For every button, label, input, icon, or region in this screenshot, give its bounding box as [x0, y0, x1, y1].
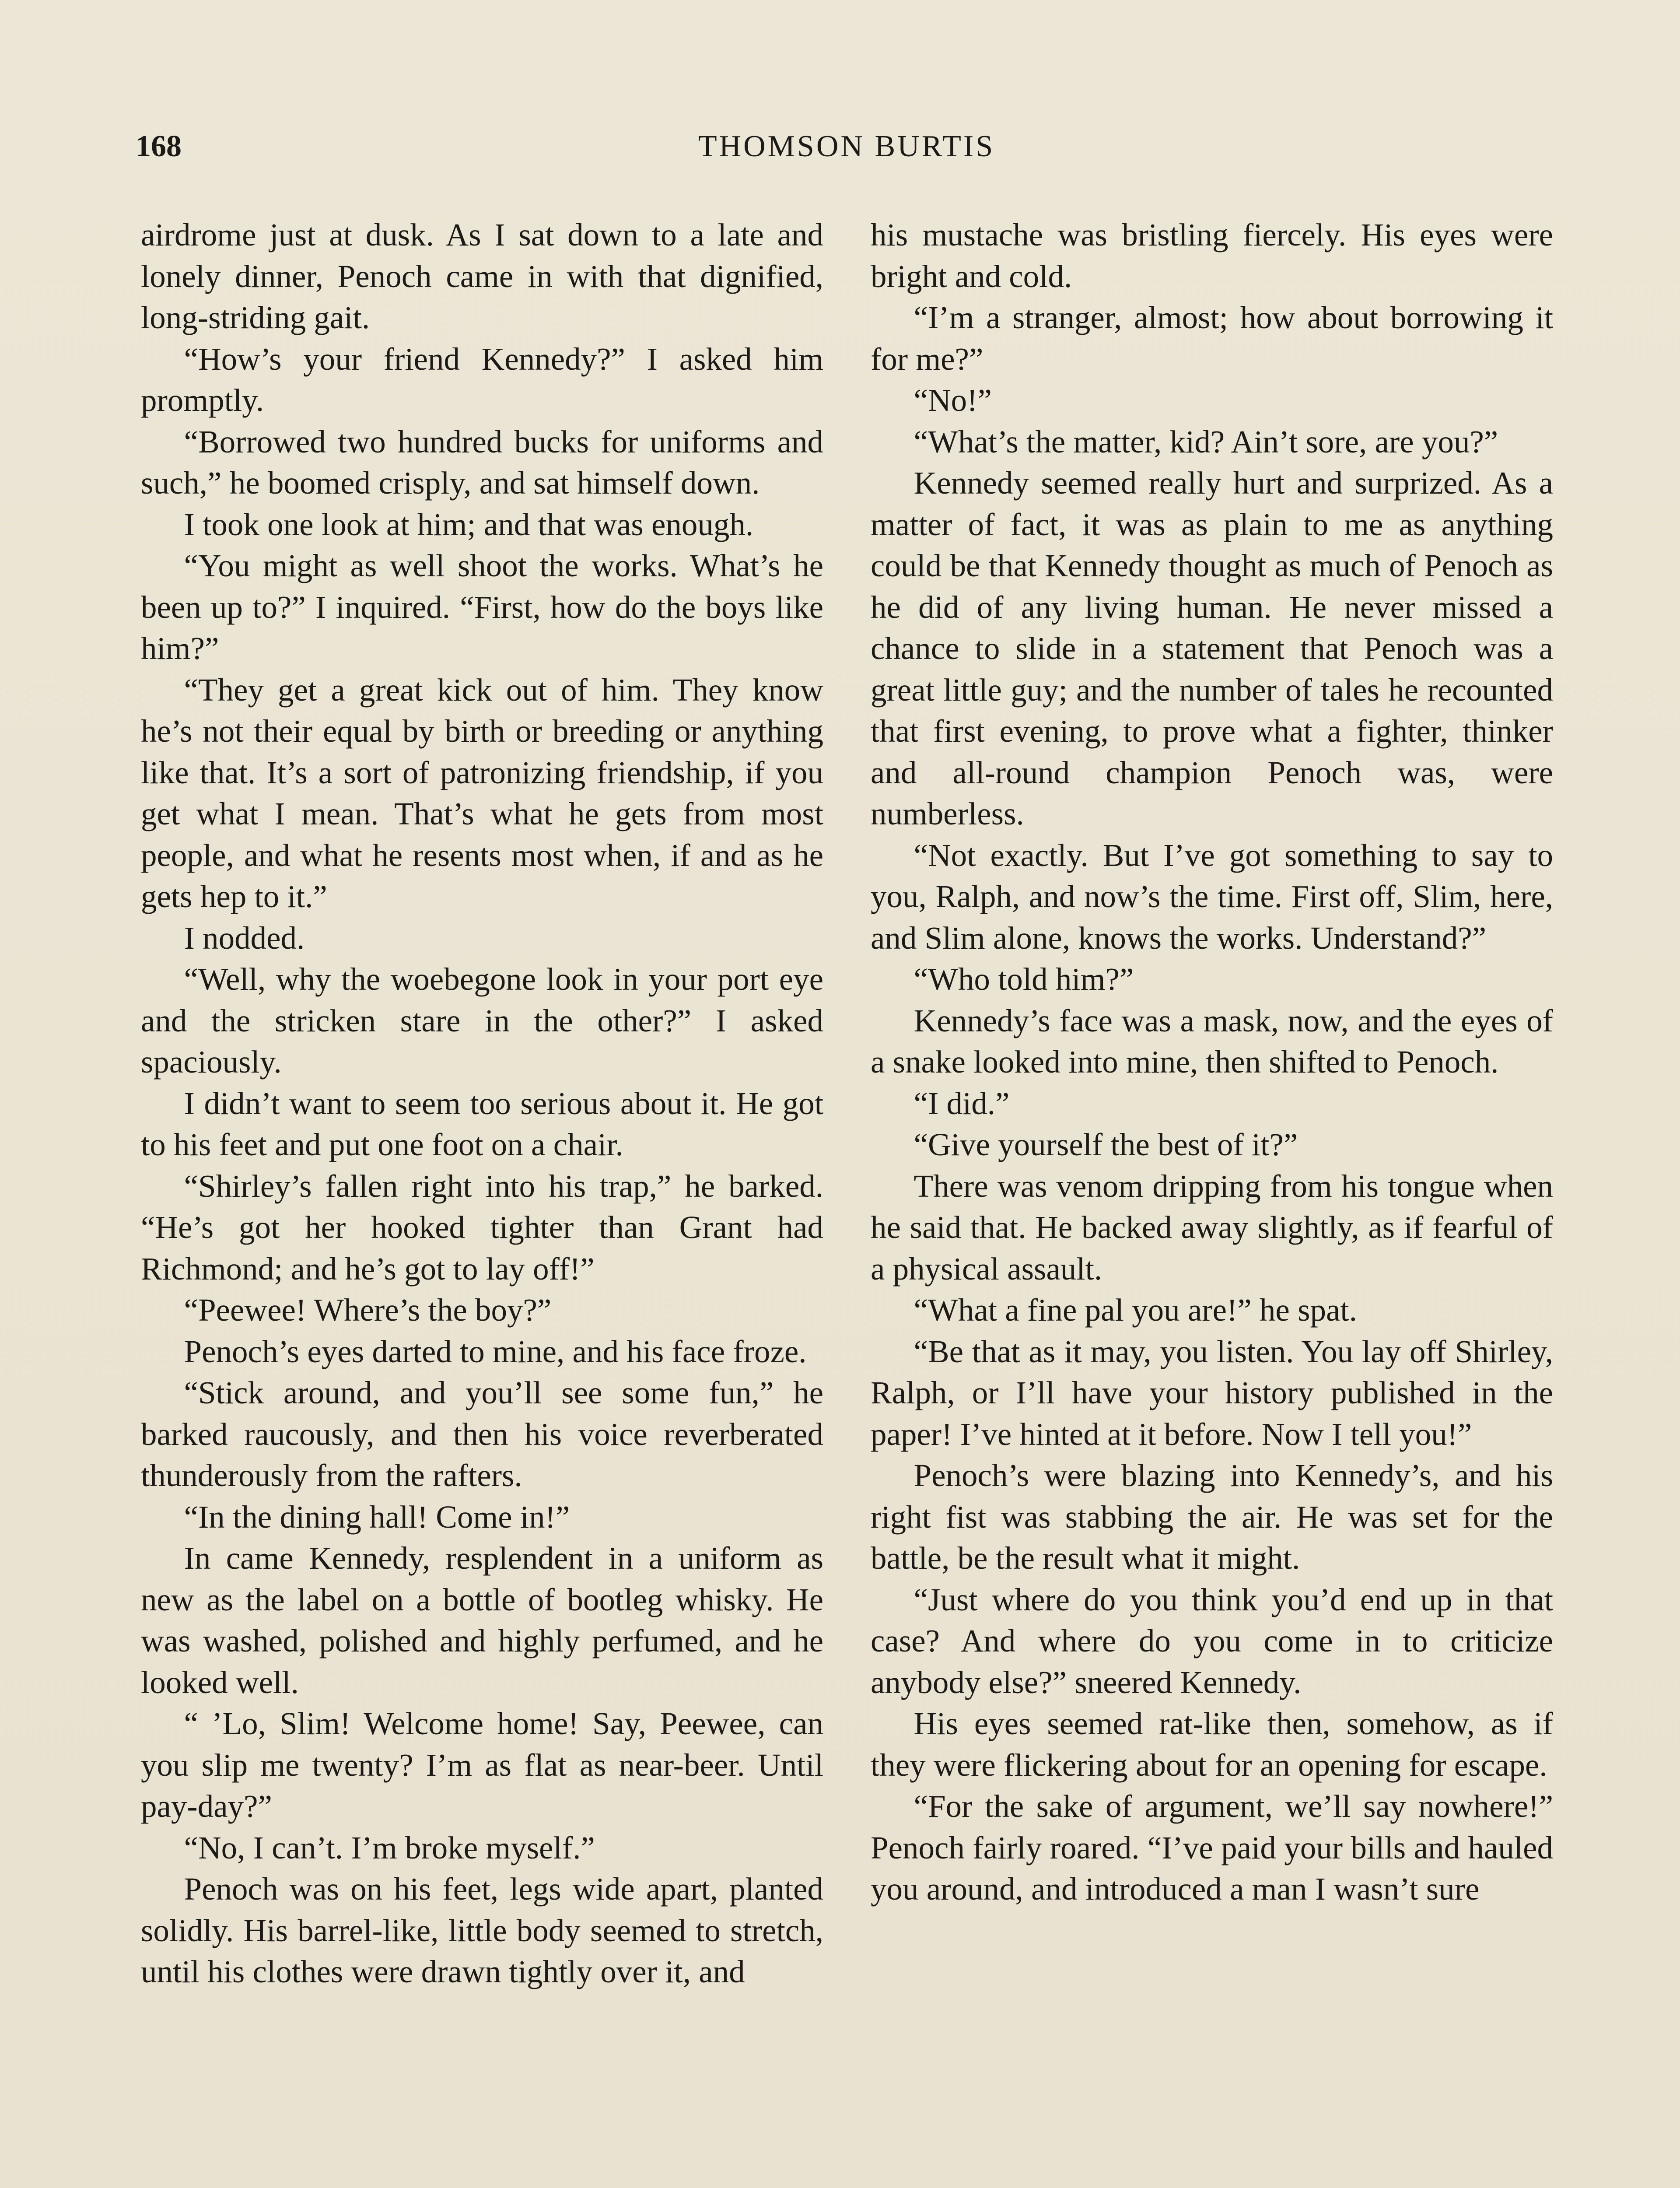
paragraph: Penoch’s were blazing into Kennedy’s, and his right fist was stabbing the air. He was set for the battle, be the result what it might. [871, 1458, 1553, 1576]
paragraph: Penoch was on his feet, legs wide apart, planted solidly. His barrel-like, little body seemed to stretch, until his clothes were drawn tightly over it, and [141, 1871, 823, 1989]
paragraph: “Be that as it may, you listen. You lay off Shirley, Ralph, or I’ll have your history published in the paper! I’ve hinted at it before. Now I tell you!” [871, 1333, 1553, 1452]
paragraph: “Just where do you think you’d end up in that case? And where do you come in to criticize anybody else?” sneered Kennedy. [871, 1581, 1553, 1700]
paragraph: airdrome just at dusk. As I sat down to a late and lonely dinner, Penoch came in with that dignified, long-striding gait. [141, 217, 823, 335]
paragraph: I didn’t want to seem too serious about it. He got to his feet and put one foot on a chair. [141, 1085, 823, 1162]
paragraph: “ ’Lo, Slim! Welcome home! Say, Peewee, can you slip me twenty? I’m as flat as near-beer. Until pay-day?” [141, 1706, 823, 1824]
paragraph: his mustache was bristling fiercely. His eyes were bright and cold. [871, 217, 1553, 294]
paragraph: “Shirley’s fallen right into his trap,” he barked. “He’s got her hooked tighter than Grant had Richmond; and he’s got to lay off!” [141, 1168, 823, 1287]
paragraph: “For the sake of argument, we’ll say nowhere!” Penoch fairly roared. “I’ve paid your bills and hauled you around, and introduced a man I wasn’t sure [871, 1788, 1553, 1907]
paragraph: “What a fine pal you are!” he spat. [914, 1292, 1357, 1328]
page-number: 168 [136, 130, 182, 163]
running-head: THOMSON BURTIS [698, 130, 995, 163]
paragraph: Penoch’s eyes darted to mine, and his face froze. [184, 1333, 807, 1369]
paragraph: “Peewee! Where’s the boy?” [184, 1292, 552, 1328]
paragraph: I nodded. [184, 920, 305, 956]
paragraph: “No!” [914, 382, 992, 418]
paragraph: “I’m a stranger, almost; how about borrowing it for me?” [871, 300, 1553, 377]
paragraph: “What’s the matter, kid? Ain’t sore, are you?” [914, 424, 1498, 459]
paragraph: “Who told him?” [914, 961, 1134, 997]
paragraph: His eyes seemed rat-like then, somehow, as if they were flickering about for an opening for escape. [871, 1706, 1553, 1783]
paragraph: “You might as well shoot the works. What’s he been up to?” I inquired. “First, how do the boys like him?” [141, 548, 823, 666]
paragraph: Kennedy seemed really hurt and surprized. As a matter of fact, it was as plain to me as anything could be that Kennedy thought as much of Penoch as he did of any living human. He never missed a chance to slide in a statement that Penoch was a great little guy; and the number of tales he recounted that first evening, to prove what a fighter, thinker and all-round champion Penoch was, were numberless. [871, 465, 1553, 831]
paragraph: “How’s your friend Kennedy?” I asked him promptly. [141, 341, 823, 418]
paragraph: “Not exactly. But I’ve got something to say to you, Ralph, and now’s the time. First off, Slim, here, and Slim alone, knows the works. Understand?” [871, 837, 1553, 956]
paragraph: “Borrowed two hundred bucks for uniforms and such,” he boomed crisply, and sat himself down. [141, 424, 823, 501]
paragraph: “No, I can’t. I’m broke myself.” [184, 1830, 595, 1865]
paragraph: I took one look at him; and that was enough. [184, 506, 754, 542]
paragraph: “Stick around, and you’ll see some fun,” he barked raucously, and then his voice reverberated thunderously from the rafters. [141, 1375, 823, 1493]
left-text-column [141, 214, 823, 1993]
paragraph: “They get a great kick out of him. They know he’s not their equal by birth or breeding or anything like that. It’s a sort of patronizing friendship, if you get what I mean. That’s what he gets from most people, and what he resents most when, if and as he gets hep to it.” [141, 672, 823, 914]
paragraph: Kennedy’s face was a mask, now, and the eyes of a snake looked into mine, then shifted to Penoch. [871, 1003, 1553, 1080]
paragraph: There was venom dripping from his tongue when he said that. He backed away slightly, as if fearful of a physical assault. [871, 1168, 1553, 1287]
right-text-column [871, 214, 1553, 1910]
paragraph: “Well, why the woebegone look in your port eye and the stricken stare in the other?” I asked spaciously. [141, 961, 823, 1080]
paragraph: “In the dining hall! Come in!” [184, 1499, 570, 1535]
page-header [136, 123, 1558, 171]
paragraph: In came Kennedy, resplendent in a uniform as new as the label on a bottle of bootleg whisky. He was washed, polished and highly perfumed, and he looked well. [141, 1540, 823, 1700]
paragraph: “Give yourself the best of it?” [914, 1127, 1298, 1162]
paragraph: “I did.” [914, 1085, 1010, 1121]
